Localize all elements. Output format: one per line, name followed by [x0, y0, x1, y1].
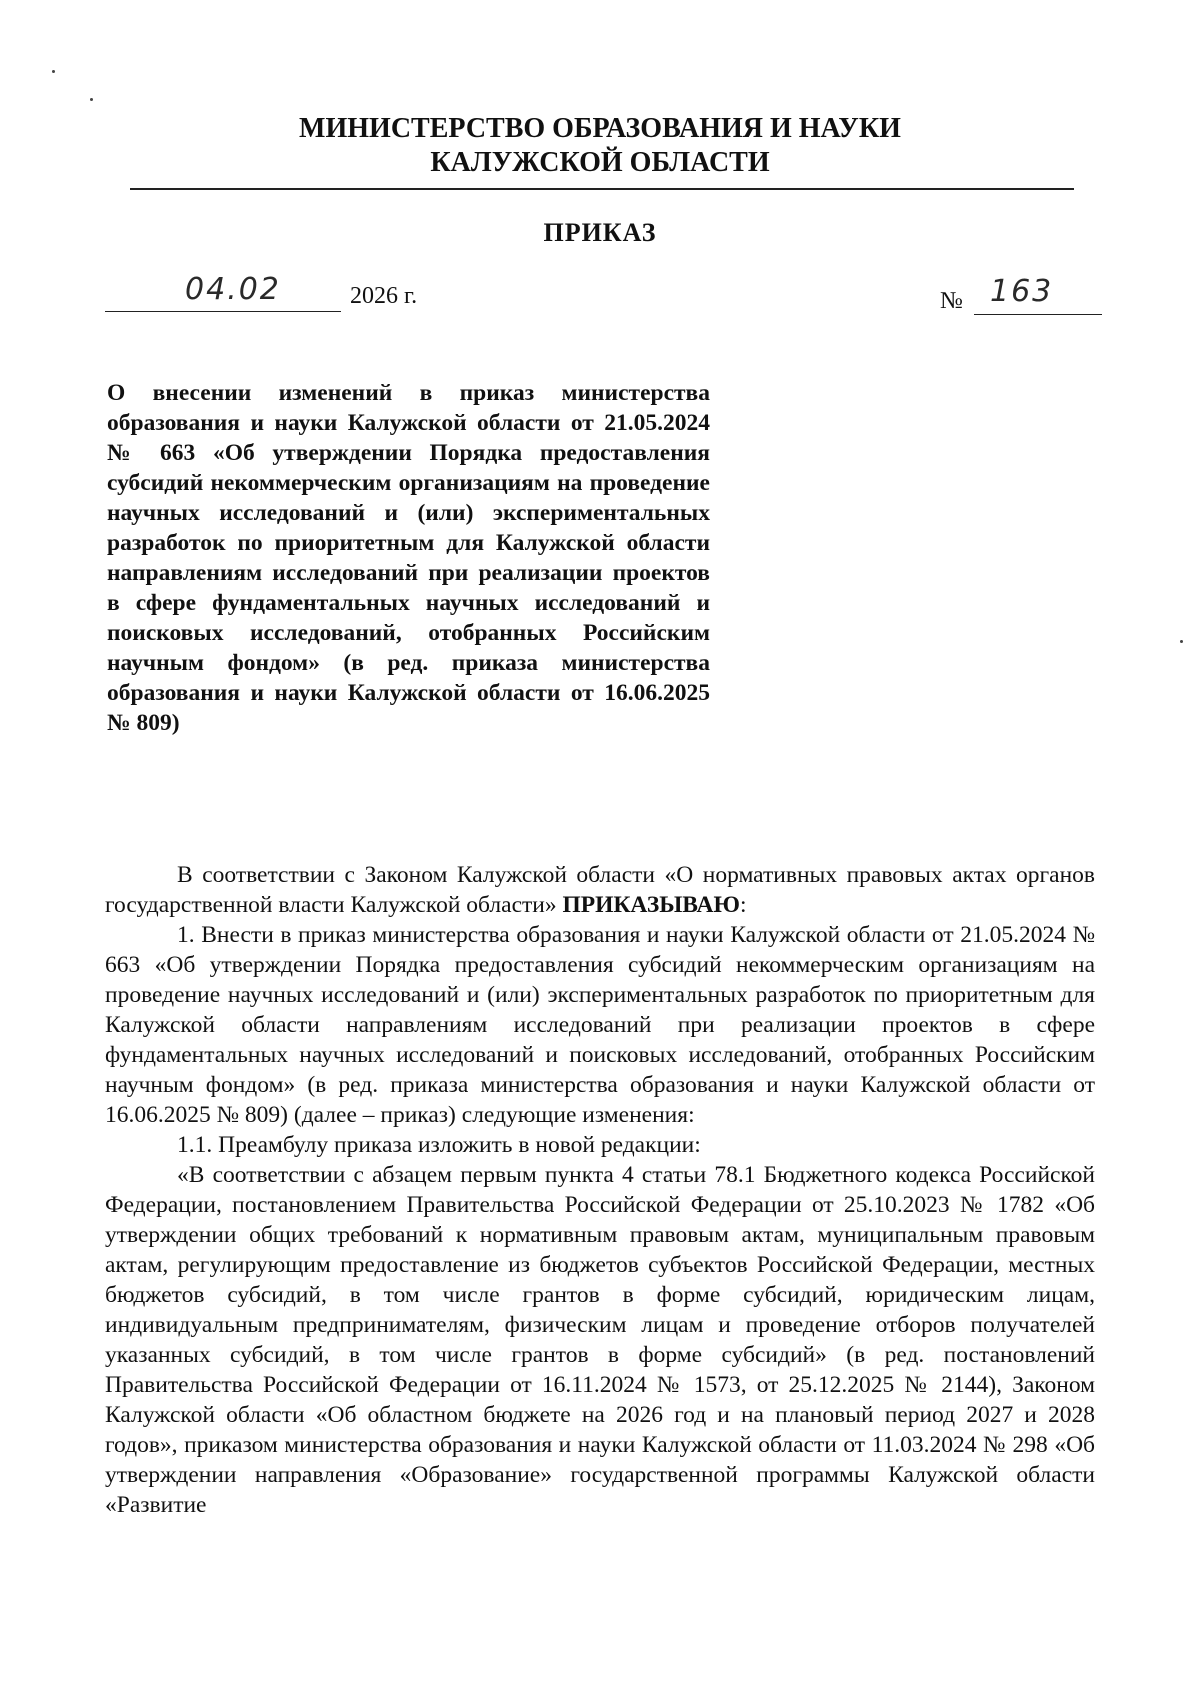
- preamble-text: В соответствии с Законом Калужской области «О нормативных правовых актах органов государственной власти Калужской области»: [105, 862, 1095, 918]
- body-paragraph-item-1: 1. Внести в приказ министерства образования и науки Калужской области от 21.05.2024 № 663 «Об утверждении Порядка предоставления субсидий некоммерческим организациям на проведение научных исследований и (или) экспериментальных разработок по приоритетным для Калужской области направлениям исследований при реализации проектов в сфере фундаментальных научных исследований и поисковых исследований, отобранных Российским научным фондом» (в ред. приказа министерства образования и науки Калужской области от 16.06.2025 № 809) (далее – приказ) следующие изменения:: [105, 922, 1095, 1128]
- ministry-header: [130, 112, 1070, 180]
- order-keyword: ПРИКАЗЫВАЮ: [562, 892, 740, 918]
- ministry-name-line1: МИНИСТЕРСТВО ОБРАЗОВАНИЯ И НАУКИ: [299, 113, 901, 144]
- preamble-colon: :: [739, 892, 747, 918]
- header-divider: [130, 188, 1074, 190]
- date-year: 2026 г.: [350, 283, 418, 309]
- document-type-title: ПРИКАЗ: [543, 218, 657, 247]
- order-body: [105, 860, 1095, 1520]
- body-paragraph-preamble: [105, 860, 1095, 920]
- order-number-label: №: [940, 288, 963, 314]
- body-paragraph-new-preamble: «В соответствии с абзацем первым пункта 4 статьи 78.1 Бюджетного кодекса Российской Федерации, постановлением Правительства Российской Федерации от 25.10.2023 № 1782 «Об утверждении общих требований к нормативным правовым актам, муниципальным правовым актам, регулирующим предоставление из бюджетов субъектов Российской Федерации, местных бюджетов субсидий, в том числе грантов в форме субсидий, юридическим лицам, индивидуальным предпринимателям, физическим лицам и проведение отборов получателей указанных субсидий, в том числе грантов в форме субсидий» (в ред. постановлений Правительства Российской Федерации от 16.11.2024 № 1573, от 25.12.2025 № 2144), Законом Калужской области «Об областном бюджете на 2026 год и на плановый период 2027 и 2028 годов», приказом министерства образования и науки Калужской области от 11.03.2024 № 298 «Об утверждении направления «Образование» государственной программы Калужской области «Развитие: [105, 1162, 1095, 1518]
- handwritten-date: 04.02: [185, 272, 281, 307]
- handwritten-order-number: 163: [990, 274, 1054, 309]
- scan-speck: [52, 70, 55, 73]
- order-subject: О внесении изменений в приказ министерства образования и науки Калужской области от 21.05.2024 № 663 «Об утверждении Порядка предоставления субсидий некоммерческим организациям на проведение научных исследований и (или) экспериментальных разработок по приоритетным для Калужской области направлениям исследований при реализации проектов в сфере фундаментальных научных исследований и поисковых исследований, отобранных Российским научным фондом» (в ред. приказа министерства образования и науки Калужской области от 16.06.2025 № 809): [107, 380, 710, 736]
- ministry-name-line2: КАЛУЖСКОЙ ОБЛАСТИ: [430, 147, 770, 178]
- scan-speck: [90, 98, 93, 101]
- body-paragraph-item-1-1: 1.1. Преамбулу приказа изложить в новой редакции:: [177, 1132, 701, 1158]
- scan-speck: [1180, 640, 1183, 643]
